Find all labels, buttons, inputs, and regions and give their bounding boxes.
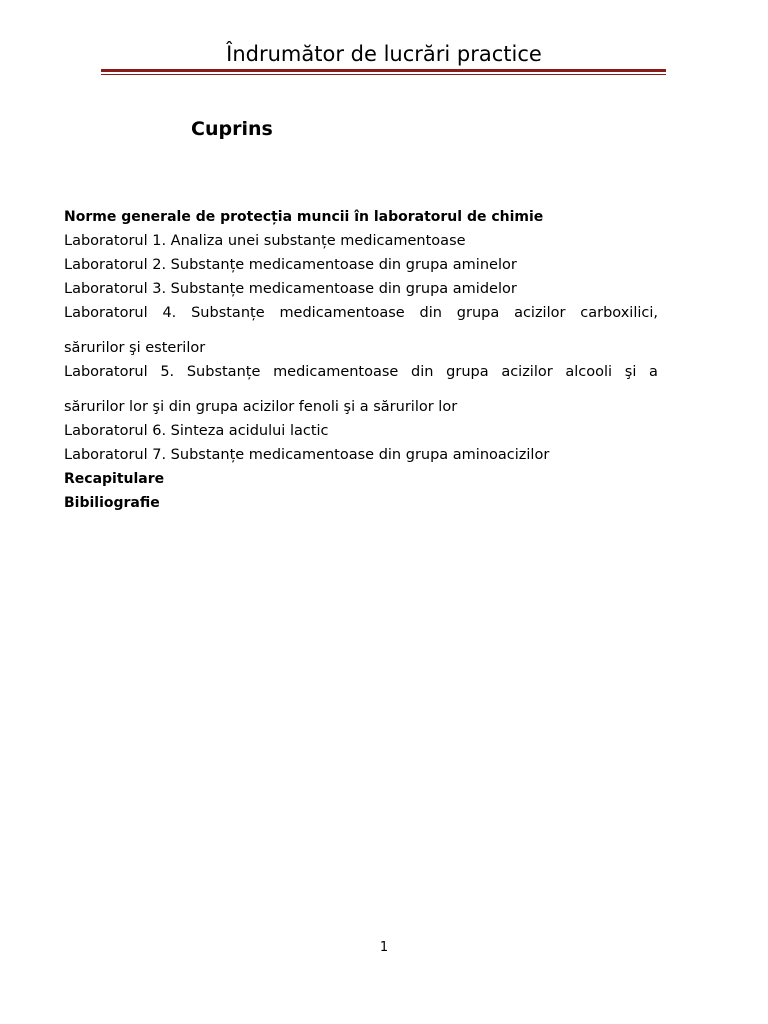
toc-entry-lab-3: Laboratorul 3. Substanțe medicamentoase din grupa amidelor	[64, 281, 517, 297]
toc-entry-lab-7: Laboratorul 7. Substanțe medicamentoase din grupa aminoacizilor	[64, 447, 550, 463]
toc-word: a	[649, 364, 658, 380]
toc-word: acizilor	[514, 305, 566, 321]
toc-word: alcooli	[565, 364, 613, 380]
table-of-contents	[64, 205, 658, 515]
toc-word: Laboratorul	[64, 305, 148, 321]
toc-entry-lab-1: Laboratorul 1. Analiza unei substanțe medicamentoase	[64, 233, 466, 249]
toc-word: carboxilici,	[580, 305, 658, 321]
toc-word: Substanțe	[191, 305, 265, 321]
toc-word: Substanțe	[186, 364, 261, 380]
page-number: 1	[379, 940, 389, 955]
toc-word: şi	[624, 364, 637, 380]
toc-word: din	[419, 305, 442, 321]
toc-entry-lab-5	[64, 360, 658, 384]
toc-entry-lab-6: Laboratorul 6. Sinteza acidului lactic	[64, 423, 329, 439]
toc-entry-lab-5-continued: sărurilor lor şi din grupa acizilor fenoli şi a sărurilor lor	[64, 399, 458, 415]
toc-entry-lab-4	[64, 301, 658, 325]
running-header-title: Îndrumător de lucrări practice	[226, 42, 542, 66]
toc-entry-recap: Recapitulare	[64, 471, 165, 487]
toc-entry-safety-rules: Norme generale de protecția muncii în laboratorul de chimie	[64, 209, 544, 225]
toc-word: 4.	[162, 305, 177, 321]
toc-word: grupa	[446, 364, 489, 380]
toc-word: medicamentoase	[273, 364, 399, 380]
toc-word: acizilor	[501, 364, 553, 380]
toc-word: 5.	[160, 364, 175, 380]
header-rule-thick	[101, 69, 666, 72]
toc-entry-lab-4-continued: sărurilor şi esterilor	[64, 340, 206, 356]
toc-word: Laboratorul	[64, 364, 148, 380]
toc-word: medicamentoase	[279, 305, 405, 321]
toc-word: din	[411, 364, 434, 380]
toc-entry-lab-2: Laboratorul 2. Substanțe medicamentoase din grupa aminelor	[64, 257, 517, 273]
toc-title: Cuprins	[191, 118, 273, 140]
toc-entry-bibliography: Bibiliografie	[64, 495, 160, 511]
header-rule-thin	[101, 74, 666, 75]
toc-word: grupa	[456, 305, 500, 321]
